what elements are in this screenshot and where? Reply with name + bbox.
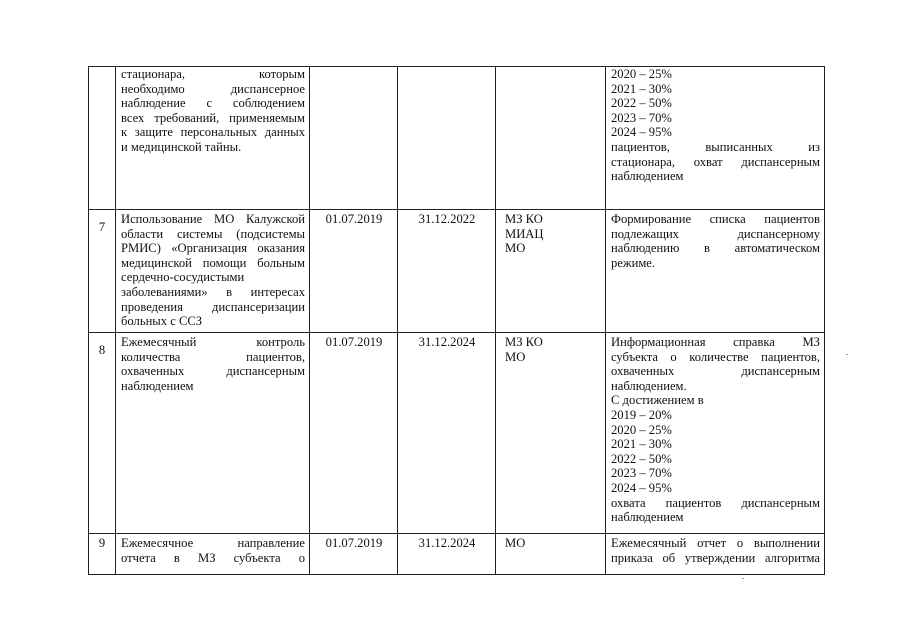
result-cell <box>606 534 825 575</box>
result-line: охваченных диспансерным <box>611 364 820 379</box>
result-line: 2019 – 20% <box>611 407 672 422</box>
scan-speck <box>846 354 848 355</box>
result-line: Формирование списка пациентов <box>611 212 820 226</box>
responsible-cell <box>496 534 606 575</box>
end-date-text: 31.12.2024 <box>418 335 476 349</box>
event-line: проведения диспансеризации <box>121 299 305 314</box>
event-line: к защите персональных данных <box>121 125 305 140</box>
table-row <box>89 534 825 575</box>
result-line: 2020 – 25% <box>611 67 672 81</box>
end-date-text: 31.12.2022 <box>418 212 476 226</box>
table-row <box>89 333 825 534</box>
scan-speck <box>742 578 744 579</box>
responsible-line: МЗ КО <box>505 212 543 226</box>
result-line: наблюдением. <box>611 378 687 393</box>
end-date-text: 31.12.2024 <box>418 536 476 550</box>
result-line: подлежащих диспансерному <box>611 226 820 241</box>
result-line: пациентов, выписанных из <box>611 139 820 154</box>
event-line: области системы (подсистемы <box>121 226 305 241</box>
responsible-line: МИАЦ <box>505 226 544 241</box>
event-line: РМИС) «Организация оказания <box>121 241 305 256</box>
responsible-line: МО <box>505 349 526 364</box>
result-line: Ежемесячный отчет о выполнении <box>611 536 820 550</box>
result-cell <box>606 67 825 210</box>
table-row <box>89 210 825 333</box>
start-date <box>310 67 398 210</box>
result-line: 2023 – 70% <box>611 110 672 125</box>
plan-table <box>88 66 825 575</box>
event-line: наблюдением <box>121 378 194 393</box>
event-cell <box>116 67 310 210</box>
event-line: стационара, которым <box>121 67 305 81</box>
event-cell <box>116 210 310 333</box>
event-line: необходимо диспансерное <box>121 81 305 96</box>
event-line: количества пациентов, <box>121 349 305 364</box>
end-date <box>398 67 496 210</box>
row-number: 8 <box>89 333 116 534</box>
result-line: 2021 – 30% <box>611 437 672 452</box>
event-line: Ежемесячный контроль <box>121 335 305 349</box>
result-line: 2020 – 25% <box>611 422 672 437</box>
event-line: Использование МО Калужской <box>121 212 305 226</box>
result-line: стационара, охват диспансерным <box>611 154 820 169</box>
start-date-text: 01.07.2019 <box>325 335 383 349</box>
event-line: и медицинской тайны. <box>121 139 242 154</box>
result-line: 2022 – 50% <box>611 96 672 111</box>
row-number: 7 <box>89 210 116 333</box>
responsible-cell <box>496 333 606 534</box>
event-cell <box>116 534 310 575</box>
event-line: охваченных диспансерным <box>121 364 305 379</box>
start-date <box>310 210 398 333</box>
responsible-line: МО <box>505 241 526 256</box>
responsible-line: МО <box>505 536 526 550</box>
result-line: наблюдением <box>611 510 684 525</box>
responsible-line: МЗ КО <box>505 335 543 349</box>
end-date <box>398 210 496 333</box>
event-cell <box>116 333 310 534</box>
result-line: 2021 – 30% <box>611 81 672 96</box>
end-date <box>398 333 496 534</box>
event-line: заболеваниями» в интересах <box>121 284 305 299</box>
result-line: наблюдению в автоматическом <box>611 241 820 256</box>
end-date <box>398 534 496 575</box>
event-line: наблюдение с соблюдением <box>121 96 305 111</box>
start-date <box>310 534 398 575</box>
row-number <box>89 67 116 210</box>
responsible-cell <box>496 210 606 333</box>
start-date-text: 01.07.2019 <box>325 536 383 550</box>
event-line: больных с ССЗ <box>121 314 203 329</box>
result-line: С достижением в <box>611 393 704 408</box>
event-line: отчета в МЗ субъекта о <box>121 550 305 565</box>
result-line: охвата пациентов диспансерным <box>611 495 820 510</box>
result-line: 2023 – 70% <box>611 466 672 481</box>
result-line: режиме. <box>611 255 656 270</box>
result-line: Информационная справка МЗ <box>611 335 820 349</box>
result-line: субъекта о количестве пациентов, <box>611 349 820 364</box>
result-line: 2024 – 95% <box>611 125 672 140</box>
start-date-text: 01.07.2019 <box>325 212 383 226</box>
result-cell <box>606 210 825 333</box>
event-line: Ежемесячное направление <box>121 536 305 550</box>
row-number: 9 <box>89 534 116 575</box>
start-date <box>310 333 398 534</box>
table-row <box>89 67 825 210</box>
result-line: приказа об утверждении алгоритма <box>611 550 820 565</box>
result-line: 2024 – 95% <box>611 480 672 495</box>
event-line: медицинской помощи больным <box>121 255 305 270</box>
result-line: 2022 – 50% <box>611 451 672 466</box>
result-cell <box>606 333 825 534</box>
event-line: сердечно-сосудистыми <box>121 270 245 285</box>
result-line: наблюдением <box>611 169 684 184</box>
event-line: всех требований, применяемым <box>121 110 305 125</box>
responsible-cell <box>496 67 606 210</box>
